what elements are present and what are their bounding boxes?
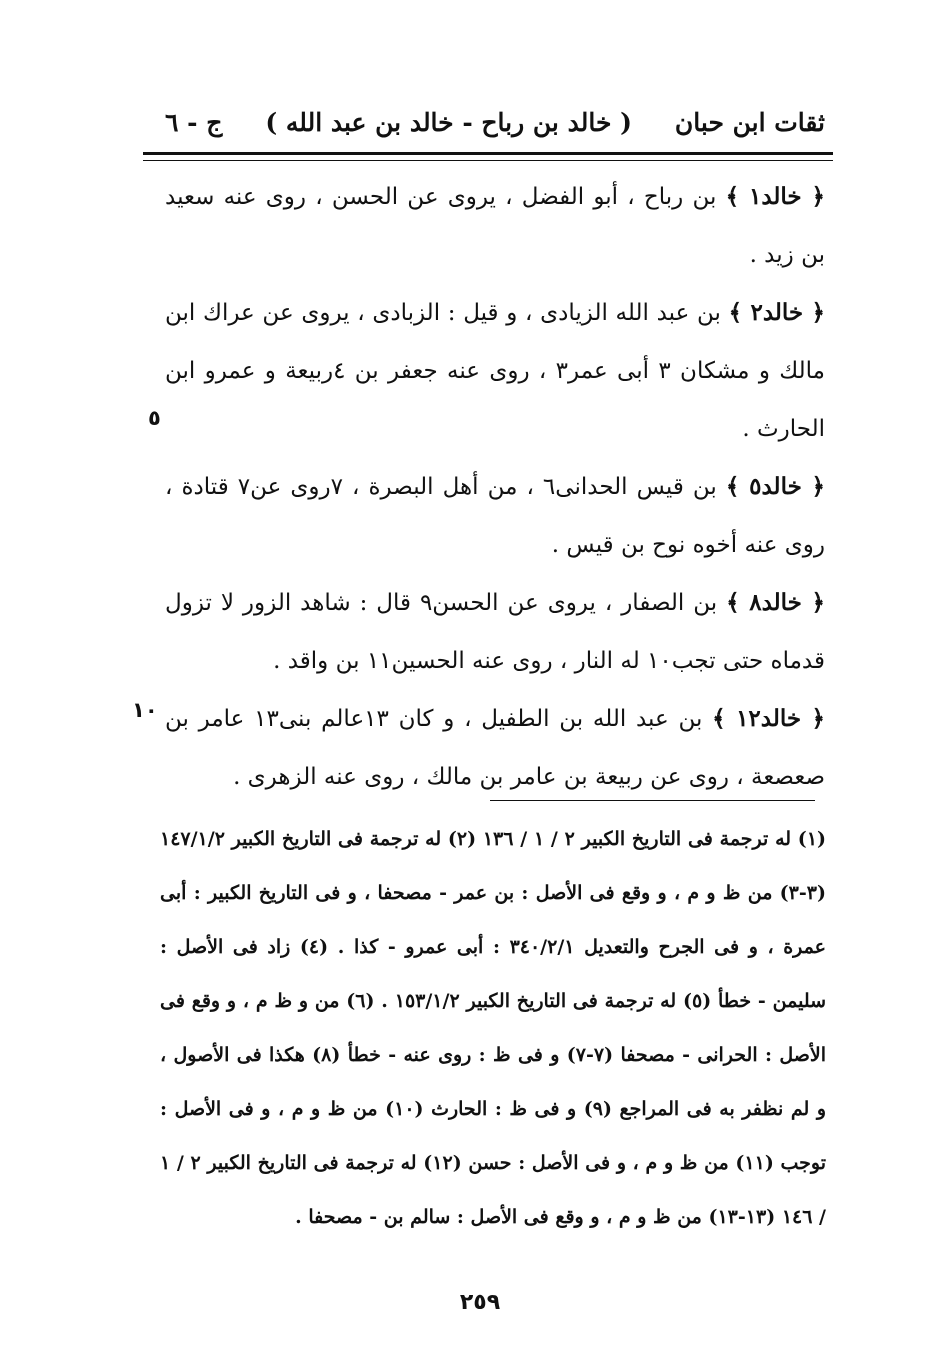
entry (165, 574, 825, 690)
entry-text: بن قيس الحدانى٦ ، من أهل البصرة ، ٧روى عن٧ قتادة ، روى عنه أخوه نوح بن قيس . (165, 474, 825, 558)
book-title: ثقات ابن حبان (674, 107, 825, 137)
entry (165, 284, 825, 458)
page-number: ٢٥٩ (459, 1290, 501, 1315)
entry-name: ﴿ خالد١٢ ﴾ (712, 705, 826, 732)
running-header (165, 100, 825, 144)
entry-text: بن عبد الله الزيادى ، و قيل : الزبادى ، يروى عن عراك ابن مالك و مشكان ٣ أبى عمر٣ ، روى عنه جعفر بن ٤ربيعة و عمرو ابن الحارث . (165, 300, 825, 442)
volume-label: ج - ٦ (165, 107, 223, 137)
entry-name: ﴿ خالد٨ ﴾ (726, 589, 826, 616)
header-rule (143, 152, 833, 155)
entry (165, 168, 825, 284)
entry-text: بن رباح ، أبو الفضل ، يروى عن الحسن ، روى عنه سعيد بن زيد . (165, 184, 825, 268)
footnotes: (١) له ترجمة فى التاريخ الكبير ٢ / ١ / ١٣٦ (٢) له ترجمة فى التاريخ الكبير ١٤٧/١/٢ (٣-٣) من ظ و م ، و وقع فى الأصل : بن عمر - مصحفا ، و فى التاريخ الكبير : أبى عمرة ، و فى الجرح والتعديل ٣٤٠/٢/١ : أبى عمرو - كذا . (٤) زاد فى الأصل : سليمن - خطأ (٥) له ترجمة فى التاريخ الكبير ١٥٣/١/٢ . (٦) من و ظ م ، و وقع فى الأصل : الحرانى - مصحفا (٧-٧) و فى ظ : روى عنه - خطأ (٨) هكذا فى الأصول ، و لم نظفر به فى المراجع (٩) و فى ظ : الحارث (١٠) من ظ و م ، و فى الأصل : توجب (١١) من ظ و م ، و فى الأصل : حسن (١٢) له ترجمة فى التاريخ الكبير ٢ / ١ / ١٤٦ (١٣-١٣) من ظ و م ، و وقع فى الأصل : سالم بن - مصحفا . (160, 828, 827, 1228)
header-rule-thin (143, 160, 833, 161)
entry-name: ﴿ خالد٥ ﴾ (725, 473, 826, 500)
entry-name: ﴿ خالد٢ ﴾ (728, 299, 825, 326)
main-text (165, 168, 825, 806)
entry-text: بن عبد الله بن الطفيل ، و كان ١٣عالم بنى١٣ عامر بن صعصعة ، روى عن ربيعة بن عامر بن مالك ، روى عنه الزهرى . (165, 706, 825, 790)
line-number-5: ٥ (148, 406, 161, 430)
footnote-separator (490, 800, 815, 801)
section-title: ( خالد بن رباح - خالد بن عبد الله ) (265, 107, 632, 137)
entry (165, 458, 825, 574)
line-number-10: ١٠ (132, 698, 158, 722)
entry (165, 690, 825, 806)
entry-name: ﴿ خالد١ ﴾ (725, 183, 826, 210)
entry-text: بن الصفار ، يروى عن الحسن٩ قال : شاهد الزور لا تزول قدماه حتى تجب١٠ له النار ، روى عنه الحسين١١ بن واقد . (165, 590, 825, 674)
